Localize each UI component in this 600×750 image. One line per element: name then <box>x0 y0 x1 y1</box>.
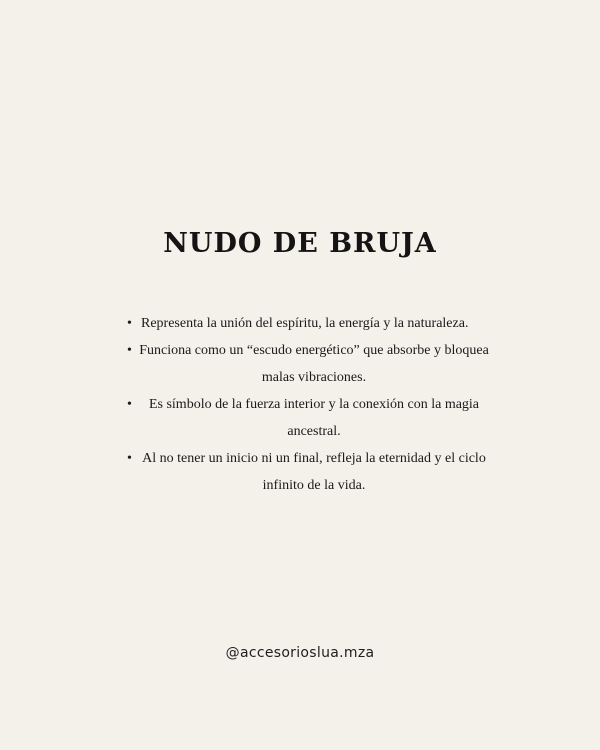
list-item: • Al no tener un inicio ni un final, refleja la eternidad y el ciclo infinito de la vida. <box>122 445 490 499</box>
list-item: • Representa la unión del espíritu, la energía y la naturaleza. <box>122 310 490 337</box>
meaning-list <box>122 310 490 499</box>
list-item: • Funciona como un “escudo energético” que absorbe y bloquea malas vibraciones. <box>122 337 490 391</box>
page-title: NUDO DE BRUJA <box>163 228 437 259</box>
instagram-handle[interactable]: @accesorioslua.mza <box>225 645 375 661</box>
list-item: • Es símbolo de la fuerza interior y la conexión con la magia ancestral. <box>122 391 490 445</box>
